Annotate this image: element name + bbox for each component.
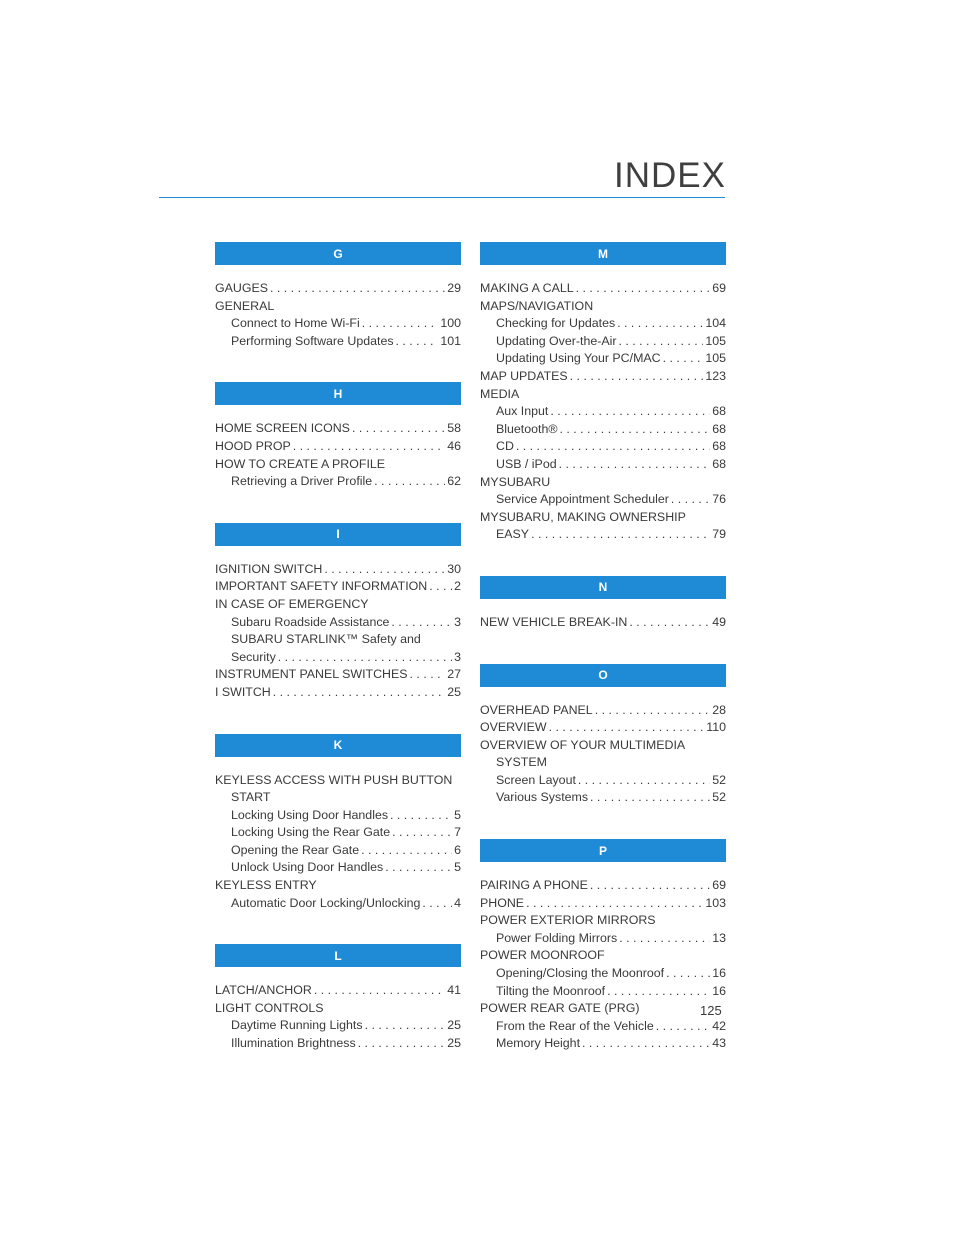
dot-leaders <box>270 280 445 298</box>
entry-term: INSTRUMENT PANEL SWITCHES <box>215 667 408 682</box>
section-letter-header: N <box>480 576 726 599</box>
entry-term: GAUGES <box>215 281 269 295</box>
dot-leaders <box>314 982 445 1000</box>
entry-term: POWER MOONROOF <box>480 948 605 963</box>
entry-term: IMPORTANT SAFETY INFORMATION <box>215 579 428 594</box>
entry-term: OVERVIEW <box>480 720 547 735</box>
dot-leaders <box>671 491 710 509</box>
index-entry <box>215 456 461 474</box>
index-entry <box>215 684 461 702</box>
index-subentry <box>215 859 461 877</box>
index-entry <box>480 386 726 404</box>
index-entry <box>480 474 726 492</box>
dot-leaders <box>666 965 710 983</box>
entry-term: Automatic Door Locking/Unlocking <box>231 895 421 910</box>
index-section-k <box>215 734 461 913</box>
entry-page-number: 5 <box>454 807 461 822</box>
entry-page-number: 62 <box>447 474 461 489</box>
entry-page-number: 79 <box>712 527 726 542</box>
entry-term: I SWITCH <box>215 684 271 699</box>
entry-term: Opening the Rear Gate <box>231 842 360 857</box>
entry-term: START <box>231 790 271 805</box>
title-divider <box>159 197 725 198</box>
index-entry <box>480 298 726 316</box>
index-entry <box>215 561 461 579</box>
index-entry <box>480 719 726 737</box>
entry-term: KEYLESS ACCESS WITH PUSH BUTTON <box>215 772 453 787</box>
entry-page-number: 16 <box>712 966 726 981</box>
entry-term: HOOD PROP <box>215 438 291 453</box>
entry-term: POWER EXTERIOR MIRRORS <box>480 913 656 928</box>
index-entry <box>215 982 461 1000</box>
index-entry <box>480 877 726 895</box>
entry-page-number: 110 <box>706 720 726 735</box>
section-letter-header: L <box>215 944 461 967</box>
index-entry <box>480 737 726 755</box>
entry-page-number: 68 <box>712 439 726 454</box>
index-subentry <box>480 1018 726 1036</box>
index-entry <box>480 280 726 298</box>
entry-term: CD <box>496 439 514 454</box>
page-number: 125 <box>700 1003 722 1018</box>
entry-page-number: 123 <box>705 368 726 383</box>
index-subentry <box>480 491 726 509</box>
entry-page-number: 3 <box>454 614 461 629</box>
index-section-o <box>480 664 726 808</box>
entry-term: SYSTEM <box>496 755 547 770</box>
entry-term: Locking Using the Rear Gate <box>231 825 391 840</box>
entry-term: KEYLESS ENTRY <box>215 878 317 893</box>
index-subentry <box>215 789 461 807</box>
entry-page-number: 25 <box>447 1018 461 1033</box>
entry-page-number: 52 <box>712 772 726 787</box>
entry-page-number: 104 <box>705 316 726 331</box>
section-letter-header: H <box>215 382 461 405</box>
entry-page-number: 69 <box>712 281 726 295</box>
entry-page-number: 69 <box>712 878 726 893</box>
index-section-p <box>480 839 726 1053</box>
entry-page-number: 6 <box>454 842 461 857</box>
index-subentry <box>215 1035 461 1053</box>
dot-leaders <box>560 421 711 439</box>
entry-term: Retrieving a Driver Profile <box>231 474 373 489</box>
index-entry <box>480 947 726 965</box>
entry-page-number: 68 <box>712 404 726 419</box>
entry-term: Unlock Using Door Handles <box>231 860 384 875</box>
entry-page-number: 42 <box>712 1018 726 1033</box>
dot-leaders <box>570 368 704 386</box>
index-entry <box>480 509 726 527</box>
index-entry <box>215 1000 461 1018</box>
index-entry <box>480 895 726 913</box>
section-letter-header: I <box>215 523 461 546</box>
entry-term: OVERVIEW OF YOUR MULTIMEDIA <box>480 737 686 752</box>
entry-page-number: 76 <box>712 492 726 507</box>
dot-leaders <box>429 578 452 596</box>
index-subentry <box>215 473 461 491</box>
entry-term: MAKING A CALL <box>480 281 574 295</box>
entry-term: HOME SCREEN ICONS <box>215 421 350 436</box>
dot-leaders <box>324 561 445 579</box>
entry-page-number: 58 <box>447 421 461 436</box>
dot-leaders <box>590 789 710 807</box>
entry-term: OVERHEAD PANEL <box>480 702 593 717</box>
entry-term: POWER REAR GATE (PRG) <box>480 1001 640 1016</box>
dot-leaders <box>374 473 445 491</box>
index-entry <box>215 280 461 298</box>
index-entry <box>215 596 461 614</box>
index-subentry <box>480 965 726 983</box>
index-subentry <box>215 333 461 351</box>
dot-leaders <box>391 614 452 632</box>
index-section-g <box>215 242 461 350</box>
dot-leaders <box>293 438 445 456</box>
dot-leaders <box>385 859 452 877</box>
dot-leaders <box>663 350 704 368</box>
dot-leaders <box>549 719 705 737</box>
entry-term: Illumination Brightness <box>231 1036 356 1051</box>
entry-page-number: 4 <box>454 895 461 910</box>
dot-leaders <box>390 807 452 825</box>
index-subentry <box>215 315 461 333</box>
index-section-i <box>215 523 461 702</box>
entry-page-number: 100 <box>440 316 461 331</box>
index-subentry <box>480 438 726 456</box>
entry-page-number: 68 <box>712 421 726 436</box>
entry-page-number: 25 <box>447 684 461 699</box>
index-entry <box>480 1000 726 1018</box>
dot-leaders <box>619 930 710 948</box>
index-subentry <box>215 824 461 842</box>
entry-term: PAIRING A PHONE <box>480 878 588 893</box>
dot-leaders <box>273 684 445 702</box>
index-section-n <box>480 576 726 632</box>
entry-term: Screen Layout <box>496 772 576 787</box>
dot-leaders <box>410 666 446 684</box>
index-subentry <box>480 772 726 790</box>
entry-term: Updating Over-the-Air <box>496 333 617 348</box>
section-letter-header: P <box>480 839 726 862</box>
index-entry <box>215 578 461 596</box>
index-subentry <box>215 631 461 649</box>
entry-page-number: 46 <box>447 438 461 453</box>
index-subentry <box>480 789 726 807</box>
index-subentry <box>215 1017 461 1035</box>
page-title: INDEX <box>614 156 726 195</box>
index-subentry <box>480 403 726 421</box>
dot-leaders <box>352 420 445 438</box>
dot-leaders <box>550 403 710 421</box>
index-entry <box>480 368 726 386</box>
index-entry <box>480 702 726 720</box>
index-entry <box>215 438 461 456</box>
dot-leaders <box>582 1035 710 1053</box>
entry-term: MAP UPDATES <box>480 368 568 383</box>
entry-term: IGNITION SWITCH <box>215 561 323 576</box>
entry-term: Security <box>231 649 276 664</box>
index-subentry <box>480 333 726 351</box>
dot-leaders <box>617 315 703 333</box>
index-subentry <box>480 983 726 1001</box>
entry-term: SUBARU STARLINK™ Safety and <box>231 632 421 647</box>
entry-page-number: 30 <box>447 561 461 576</box>
index-subentry <box>480 421 726 439</box>
index-entry <box>215 877 461 895</box>
section-letter-header: K <box>215 734 461 757</box>
entry-term: Opening/Closing the Moonroof <box>496 966 665 981</box>
entry-page-number: 52 <box>712 790 726 805</box>
index-subentry <box>215 807 461 825</box>
entry-term: GENERAL <box>215 298 275 313</box>
entry-page-number: 5 <box>454 860 461 875</box>
entry-page-number: 43 <box>712 1036 726 1051</box>
entry-term: Connect to Home Wi-Fi <box>231 316 360 331</box>
index-section-l <box>215 944 461 1052</box>
dot-leaders <box>278 649 452 667</box>
entry-term: HOW TO CREATE A PROFILE <box>215 456 386 471</box>
entry-page-number: 16 <box>712 983 726 998</box>
entry-term: LIGHT CONTROLS <box>215 1000 324 1015</box>
dot-leaders <box>358 1035 446 1053</box>
entry-term: Tilting the Moonroof <box>496 983 606 998</box>
section-letter-header: G <box>215 242 461 265</box>
dot-leaders <box>619 333 704 351</box>
entry-term: IN CASE OF EMERGENCY <box>215 596 369 611</box>
index-column-right <box>480 242 726 1085</box>
index-column-left <box>215 242 461 1085</box>
entry-term: EASY <box>496 527 530 542</box>
entry-term: Memory Height <box>496 1036 581 1051</box>
dot-leaders <box>578 772 710 790</box>
entry-page-number: 103 <box>705 895 726 910</box>
index-subentry <box>215 649 461 667</box>
entry-term: MEDIA <box>480 386 520 401</box>
dot-leaders <box>629 614 710 632</box>
entry-term: Power Folding Mirrors <box>496 930 618 945</box>
entry-term: LATCH/ANCHOR <box>215 983 312 998</box>
index-subentry <box>480 1035 726 1053</box>
dot-leaders <box>396 333 439 351</box>
index-subentry <box>215 614 461 632</box>
entry-term: From the Rear of the Vehicle <box>496 1018 654 1033</box>
index-entry <box>480 614 726 632</box>
entry-page-number: 49 <box>712 614 726 629</box>
dot-leaders <box>590 877 710 895</box>
dot-leaders <box>361 842 452 860</box>
entry-term: Daytime Running Lights <box>231 1018 363 1033</box>
index-entry <box>215 298 461 316</box>
entry-page-number: 25 <box>447 1036 461 1051</box>
index-section-h <box>215 382 461 490</box>
entry-page-number: 27 <box>447 667 461 682</box>
entry-page-number: 29 <box>447 281 461 295</box>
entry-term: Subaru Roadside Assistance <box>231 614 390 629</box>
index-subentry <box>480 456 726 474</box>
dot-leaders <box>559 456 711 474</box>
entry-page-number: 101 <box>440 333 461 348</box>
entry-page-number: 68 <box>712 456 726 471</box>
entry-page-number: 3 <box>454 649 461 664</box>
index-subentry <box>480 350 726 368</box>
index-entry <box>215 420 461 438</box>
entry-term: Aux Input <box>496 404 549 419</box>
entry-term: MYSUBARU <box>480 474 551 489</box>
entry-term: Checking for Updates <box>496 316 616 331</box>
entry-term: Service Appointment Scheduler <box>496 492 669 507</box>
entry-term: Locking Using Door Handles <box>231 807 389 822</box>
dot-leaders <box>365 1017 446 1035</box>
dot-leaders <box>531 526 710 544</box>
index-subentry <box>215 895 461 913</box>
dot-leaders <box>656 1018 710 1036</box>
section-letter-header: O <box>480 664 726 687</box>
dot-leaders <box>392 824 452 842</box>
entry-page-number: 105 <box>705 333 726 348</box>
entry-term: NEW VEHICLE BREAK-IN <box>480 614 628 629</box>
entry-page-number: 41 <box>447 983 461 998</box>
index-subentry <box>215 842 461 860</box>
entry-term: Bluetooth® <box>496 421 558 436</box>
index-subentry <box>480 526 726 544</box>
entry-term: MYSUBARU, MAKING OWNERSHIP <box>480 509 686 524</box>
dot-leaders <box>595 702 711 720</box>
index-subentry <box>480 315 726 333</box>
index-subentry <box>480 754 726 772</box>
entry-term: PHONE <box>480 895 525 910</box>
index-entry <box>215 772 461 790</box>
entry-term: MAPS/NAVIGATION <box>480 298 594 313</box>
dot-leaders <box>526 895 703 913</box>
dot-leaders <box>516 438 710 456</box>
entry-page-number: 2 <box>454 579 461 594</box>
entry-page-number: 13 <box>712 930 726 945</box>
entry-page-number: 28 <box>712 702 726 717</box>
entry-page-number: 7 <box>454 825 461 840</box>
index-subentry <box>480 930 726 948</box>
index-entry <box>215 666 461 684</box>
dot-leaders <box>362 315 439 333</box>
index-section-m <box>480 242 726 544</box>
dot-leaders <box>422 895 452 913</box>
index-entry <box>480 912 726 930</box>
entry-term: Updating Using Your PC/MAC <box>496 351 661 366</box>
entry-page-number: 105 <box>705 351 726 366</box>
entry-term: Various Systems <box>496 790 589 805</box>
entry-term: Performing Software Updates <box>231 333 394 348</box>
dot-leaders <box>576 280 711 298</box>
entry-term: USB / iPod <box>496 456 557 471</box>
dot-leaders <box>607 983 710 1001</box>
section-letter-header: M <box>480 242 726 265</box>
